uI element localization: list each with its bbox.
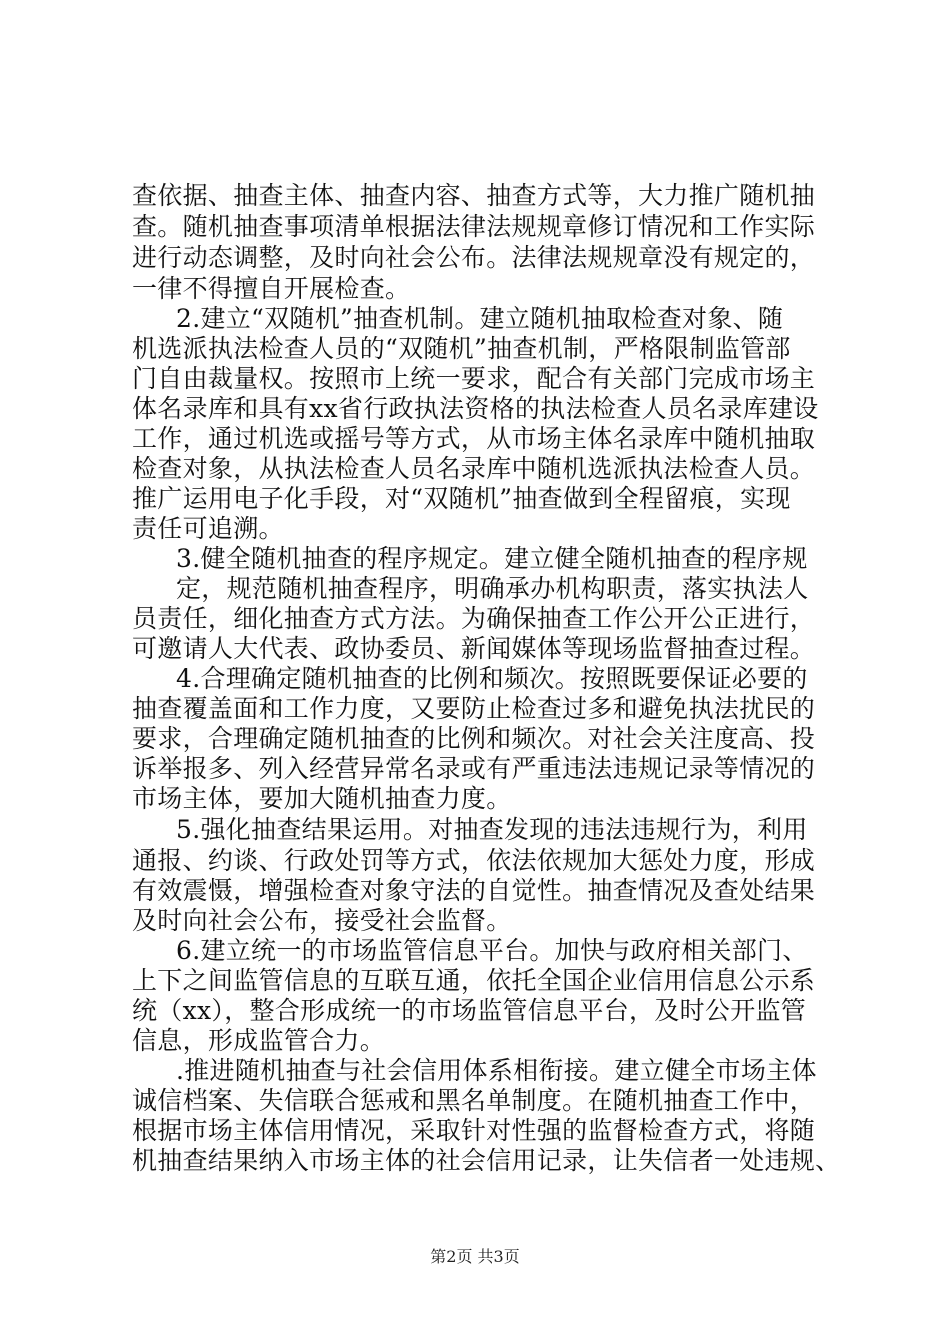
body-line-8: 体名录库和具有xx省行政执法资格的执法检查人员名录库建设 bbox=[132, 394, 819, 423]
body-line-28: 统（xx），整合形成统一的市场监管信息平台，及时公开监管 bbox=[132, 996, 807, 1025]
body-line-16: 可邀请人大代表、政协委员、新闻媒体等现场监督抽查过程。 bbox=[132, 634, 816, 663]
body-line-12: 责任可追溯。 bbox=[132, 514, 284, 543]
body-line-33: 机抽查结果纳入市场主体的社会信用记录，让失信者一处违规、 bbox=[132, 1146, 841, 1175]
body-line-31: 诚信档案、失信联合惩戒和黑名单制度。在随机抽查工作中， bbox=[132, 1086, 816, 1115]
paragraph-6-start: 6.建立统一的市场监管信息平台。加快与政府相关部门、 bbox=[176, 936, 808, 965]
body-line-18: 抽查覆盖面和工作力度，又要防止检查过多和避免执法扰民的 bbox=[132, 694, 816, 723]
body-line-32: 根据市场主体信用情况，采取针对性强的监督检查方式，将随 bbox=[132, 1116, 816, 1145]
body-line-15: 员责任，细化抽查方式方法。为确保抽查工作公开公正进行， bbox=[132, 604, 816, 633]
paragraph-7-start: .推进随机抽查与社会信用体系相衔接。建立健全市场主体 bbox=[176, 1056, 817, 1085]
body-line-4: 一律不得擅自开展检查。 bbox=[132, 274, 411, 303]
body-line-3: 进行动态调整，及时向社会公布。法律法规规章没有规定的， bbox=[132, 243, 816, 272]
body-line-27: 上下之间监管信息的互联互通，依托全国企业信用信息公示系 bbox=[132, 966, 816, 995]
page-footer: 第2页 共3页 bbox=[430, 1247, 520, 1266]
paragraph-4-start: 4.合理确定随机抽查的比例和频次。按照既要保证必要的 bbox=[176, 664, 808, 693]
body-line-21: 市场主体，要加大随机抽查力度。 bbox=[132, 784, 512, 813]
paragraph-2-start: 2.建立“双随机”抽查机制。建立随机抽取检查对象、随 bbox=[176, 304, 784, 333]
body-line-14: 定，规范随机抽查程序，明确承办机构职责，落实执法人 bbox=[176, 574, 809, 603]
body-line-11: 推广运用电子化手段，对“双随机”抽查做到全程留痕，实现 bbox=[132, 484, 791, 513]
body-line-1: 查依据、抽查主体、抽查内容、抽查方式等，大力推广随机抽 bbox=[132, 181, 816, 210]
body-line-10: 检查对象，从执法检查人员名录库中随机选派执法检查人员。 bbox=[132, 454, 816, 483]
body-line-6: 机选派执法检查人员的“双随机”抽查机制，严格限制监管部 bbox=[132, 334, 791, 363]
body-line-24: 有效震慑，增强检查对象守法的自觉性。抽查情况及查处结果 bbox=[132, 876, 816, 905]
paragraph-3-start: 3.健全随机抽查的程序规定。建立健全随机抽查的程序规 bbox=[176, 544, 808, 573]
body-line-20: 诉举报多、列入经营异常名录或有严重违法违规记录等情况的 bbox=[132, 754, 816, 783]
body-line-25: 及时向社会公布，接受社会监督。 bbox=[132, 906, 512, 935]
body-line-29: 信息，形成监管合力。 bbox=[132, 1026, 386, 1055]
body-line-19: 要求，合理确定随机抽查的比例和频次。对社会关注度高、投 bbox=[132, 724, 816, 753]
body-line-7: 门自由裁量权。按照市上统一要求，配合有关部门完成市场主 bbox=[132, 364, 816, 393]
body-line-23: 通报、约谈、行政处罚等方式，依法依规加大惩处力度，形成 bbox=[132, 846, 816, 875]
body-line-9: 工作，通过机选或摇号等方式，从市场主体名录库中随机抽取 bbox=[132, 424, 816, 453]
body-line-2: 查。随机抽查事项清单根据法律法规规章修订情况和工作实际 bbox=[132, 212, 816, 241]
paragraph-5-start: 5.强化抽查结果运用。对抽查发现的违法违规行为，利用 bbox=[176, 815, 808, 844]
